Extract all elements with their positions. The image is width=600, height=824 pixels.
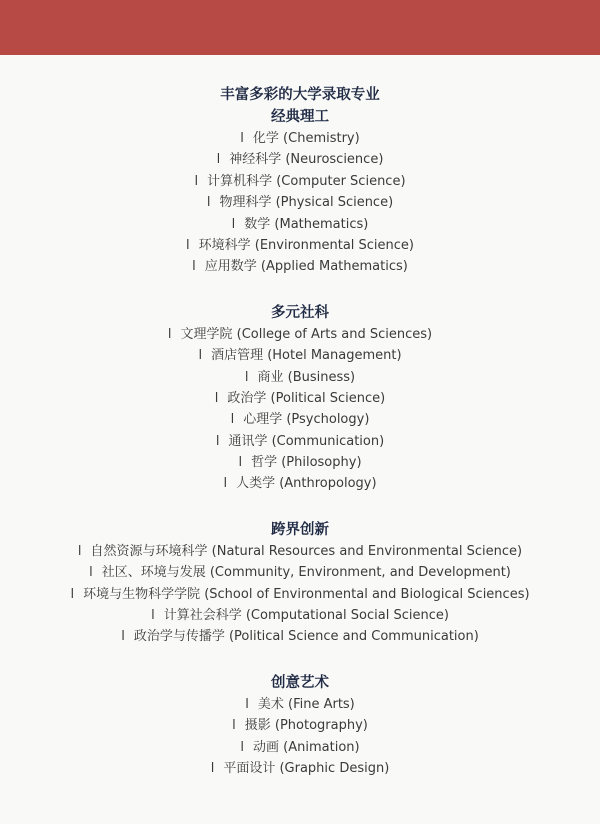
- bullet-marker: l: [240, 131, 244, 146]
- majors-list: [0, 84, 600, 779]
- bullet-marker: l: [185, 237, 190, 253]
- list-item: [0, 388, 600, 409]
- bullet-marker: l: [223, 476, 228, 492]
- major-name: 化学 (Chemistry): [252, 131, 360, 146]
- major-name: 商业 (Business): [257, 369, 356, 385]
- section-title: 多元社科: [271, 304, 329, 321]
- list-item: [0, 256, 600, 277]
- list-item: [0, 192, 600, 213]
- list-item: [0, 541, 600, 562]
- list-item: [0, 128, 600, 149]
- major-name: 计算机科学 (Computer Science): [207, 173, 406, 189]
- list-item: [0, 345, 600, 366]
- major-name: 美术 (Fine Arts): [257, 696, 355, 712]
- major-name: 动画 (Animation): [253, 739, 360, 755]
- major-name: 应用数学 (Applied Mathematics): [204, 259, 408, 275]
- list-item: [0, 758, 600, 779]
- bullet-marker: l: [194, 173, 199, 189]
- major-name: 数学 (Mathematics): [244, 216, 369, 232]
- bullet-marker: l: [151, 608, 155, 624]
- major-name: 政治学与传播学 (Political Science and Communication): [133, 629, 479, 645]
- major-name: 神经科学 (Neuroscience): [229, 152, 384, 168]
- list-item: [0, 431, 600, 452]
- section-title: 创意艺术: [271, 674, 329, 691]
- list-item: [0, 235, 600, 256]
- list-item: [0, 626, 600, 647]
- list-item: [0, 737, 600, 758]
- section-stem: [0, 106, 600, 278]
- bullet-marker: l: [210, 760, 215, 776]
- bullet-marker: l: [198, 348, 203, 364]
- major-name: 平面设计 (Graphic Design): [223, 760, 390, 776]
- list-item: [0, 409, 600, 430]
- bullet-marker: l: [121, 629, 125, 645]
- list-item: [0, 171, 600, 192]
- major-name: 物理科学 (Physical Science): [219, 195, 394, 211]
- bullet-marker: l: [89, 565, 93, 581]
- bullet-marker: l: [230, 412, 235, 428]
- section-creative-arts: [0, 672, 600, 780]
- major-name: 摄影 (Photography): [244, 718, 368, 734]
- list-item: [0, 715, 600, 736]
- major-name: 计算社会科学 (Computational Social Science): [163, 608, 449, 624]
- section-spacer: [0, 495, 600, 519]
- header-banner: [0, 0, 600, 55]
- bullet-marker: l: [215, 433, 220, 449]
- list-item: [0, 694, 600, 715]
- section-title: 经典理工: [271, 109, 329, 125]
- bullet-marker: l: [206, 195, 211, 211]
- list-item: [0, 605, 600, 626]
- major-name: 环境与生物科学学院 (School of Environmental and Biological Sciences): [83, 586, 530, 602]
- bullet-marker: l: [214, 390, 219, 406]
- list-item: [0, 584, 600, 605]
- major-name: 自然资源与环境科学 (Natural Resources and Environmental Science): [90, 543, 523, 559]
- major-name: 哲学 (Philosophy): [251, 455, 362, 471]
- bullet-marker: l: [244, 369, 249, 385]
- section-spacer: [0, 278, 600, 302]
- major-name: 酒店管理 (Hotel Management): [211, 348, 402, 364]
- major-name: 政治学 (Political Science): [227, 390, 386, 406]
- major-name: 文理学院 (College of Arts and Sciences): [180, 326, 433, 342]
- bullet-marker: l: [232, 718, 236, 734]
- major-name: 环境科学 (Environmental Science): [198, 237, 414, 253]
- page-title: 丰富多彩的大学录取专业: [220, 87, 380, 103]
- major-name: 社区、环境与发展 (Community, Environment, and Development): [101, 565, 511, 581]
- bullet-marker: l: [238, 455, 243, 471]
- bullet-marker: l: [167, 326, 172, 342]
- section-social-science: [0, 302, 600, 495]
- bullet-marker: l: [245, 696, 249, 712]
- major-name: 通讯学 (Communication): [228, 433, 385, 449]
- major-name: 心理学 (Psychology): [243, 412, 370, 428]
- section-spacer: [0, 648, 600, 672]
- list-item: [0, 452, 600, 473]
- list-item: [0, 214, 600, 235]
- bullet-marker: l: [231, 216, 236, 232]
- section-interdisciplinary: [0, 519, 600, 648]
- list-item: [0, 149, 600, 170]
- list-item: [0, 367, 600, 388]
- bullet-marker: l: [70, 586, 75, 602]
- section-title: 跨界创新: [271, 521, 329, 538]
- major-name: 人类学 (Anthropology): [236, 476, 377, 492]
- list-item: [0, 324, 600, 345]
- bullet-marker: l: [216, 152, 221, 168]
- bullet-marker: l: [77, 543, 82, 559]
- bullet-marker: l: [240, 739, 245, 755]
- bullet-marker: l: [192, 259, 196, 275]
- list-item: [0, 473, 600, 494]
- list-item: [0, 562, 600, 583]
